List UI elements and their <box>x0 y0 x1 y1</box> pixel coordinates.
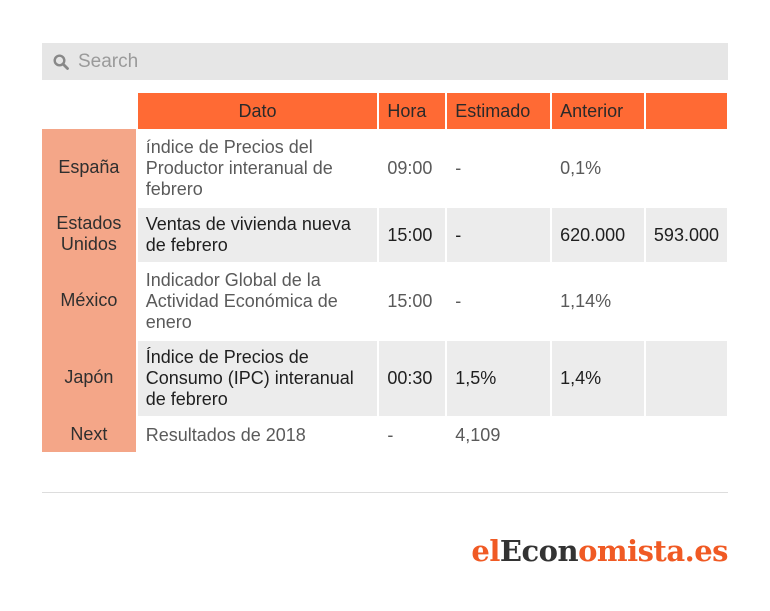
row-anterior <box>552 416 646 452</box>
row-country: México <box>42 262 138 339</box>
eleconomista-logo[interactable] <box>471 534 728 568</box>
row-anterior: 1,4% <box>552 339 646 416</box>
row-hora: 15:00 <box>379 206 447 262</box>
row-dato: Índice de Precios de Consumo (IPC) interanual de febrero <box>138 339 380 416</box>
row-estimado: 1,5% <box>447 339 552 416</box>
header-hora: Hora <box>379 93 447 129</box>
row-extra: 593.000 <box>646 206 727 262</box>
logo-part-rest: omista.es <box>578 534 728 568</box>
row-country: Next <box>42 416 138 452</box>
row-estimado: 4,109 <box>447 416 552 452</box>
row-dato: Resultados de 2018 <box>138 416 380 452</box>
divider <box>42 492 728 493</box>
header-country-blank <box>42 93 138 129</box>
search-input[interactable] <box>78 51 678 73</box>
row-extra <box>646 262 727 339</box>
row-dato: Ventas de vivienda nueva de febrero <box>138 206 380 262</box>
row-dato: índice de Precios del Productor interanual de febrero <box>138 129 380 206</box>
table-row <box>42 262 727 339</box>
row-extra <box>646 129 727 206</box>
row-hora: - <box>379 416 447 452</box>
table-row <box>42 339 727 416</box>
row-country: Japón <box>42 339 138 416</box>
row-estimado: - <box>447 206 552 262</box>
table-row <box>42 416 727 452</box>
header-anterior: Anterior <box>552 93 646 129</box>
row-country: España <box>42 129 138 206</box>
row-estimado: - <box>447 129 552 206</box>
header-dato: Dato <box>138 93 380 129</box>
row-hora: 09:00 <box>379 129 447 206</box>
header-estimado: Estimado <box>447 93 552 129</box>
row-dato: Indicador Global de la Actividad Económica de enero <box>138 262 380 339</box>
search-bar[interactable] <box>42 43 728 80</box>
logo-part-econ: Econ <box>499 534 579 568</box>
table-header-row <box>42 93 727 129</box>
header-extra <box>646 93 727 129</box>
economic-calendar-table <box>42 93 727 452</box>
logo-part-el: el <box>471 534 500 568</box>
row-anterior: 620.000 <box>552 206 646 262</box>
row-estimado: - <box>447 262 552 339</box>
row-extra <box>646 416 727 452</box>
table-row <box>42 129 727 206</box>
row-extra <box>646 339 727 416</box>
row-hora: 00:30 <box>379 339 447 416</box>
search-icon <box>52 53 70 71</box>
row-anterior: 1,14% <box>552 262 646 339</box>
table-row <box>42 206 727 262</box>
row-hora: 15:00 <box>379 262 447 339</box>
row-anterior: 0,1% <box>552 129 646 206</box>
row-country: Estados Unidos <box>42 206 138 262</box>
